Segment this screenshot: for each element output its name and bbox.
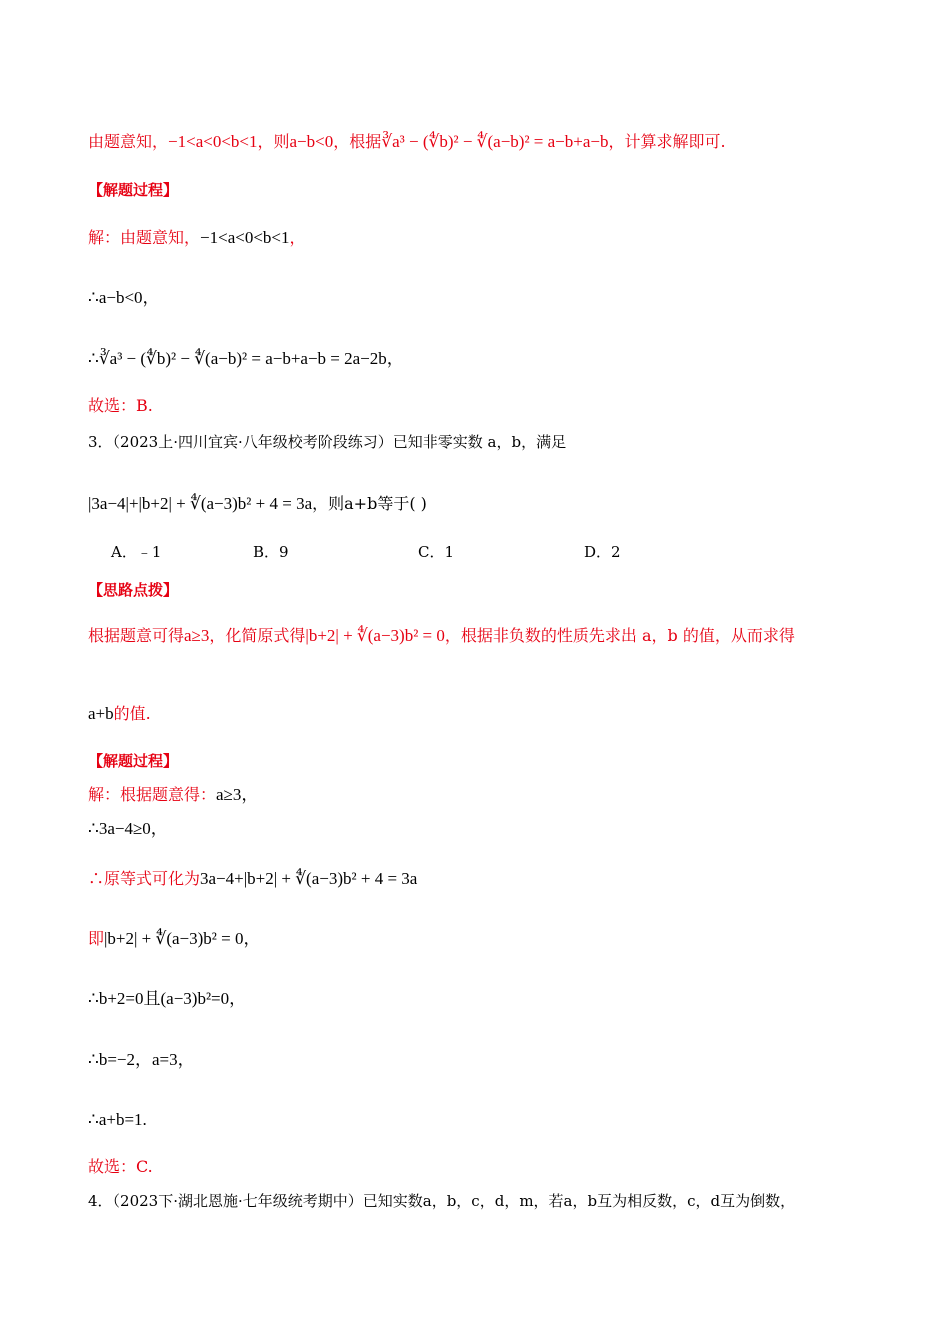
q3-hint-math-2: |b+2| + ∜(a−3)b² = 0: [305, 626, 445, 645]
q2-hint-prefix: 由题意知，: [88, 132, 169, 151]
option-label: A．: [111, 543, 137, 561]
q3-solution-line-5: ∴b+2=0且(a−3)b²=0，: [88, 989, 247, 1008]
q2-hint-line: [88, 130, 860, 154]
q3-option-a[interactable]: [111, 541, 161, 562]
q3-stem-line: [88, 430, 860, 454]
q2-solution-line-2: ∴a−b<0，: [88, 288, 160, 307]
q4-number: 4．: [88, 1192, 113, 1210]
q3-solution-line-3: [88, 867, 860, 891]
option-label: D．: [584, 543, 612, 561]
q2-hint-math-inequality: −1<a<0<b<1: [168, 132, 258, 151]
q2-hint-suffix: ，计算求解即可.: [608, 132, 726, 151]
q3-hint-part-3: ，根据非负数的性质先求出 a，b 的值，从而求得: [444, 626, 795, 645]
q3-solution-line-7: ∴a+b=1.: [88, 1110, 147, 1129]
option-label: C．: [418, 543, 445, 561]
q2-sol-1-suffix: ，: [289, 228, 306, 247]
q3-sol-3-math: 3a−4+|b+2| + ∜(a−3)b² + 4 = 3a: [200, 869, 418, 888]
q2-sol-1-math: −1<a<0<b<1: [200, 228, 290, 247]
q2-hint-math-difference: a−b<0: [289, 132, 334, 151]
q3-sol-1-text: 解：根据题意得：: [88, 785, 217, 804]
q3-hint-part-1: 根据题意可得: [88, 626, 185, 645]
q3-solution-line-2: ∴3a−4≥0，: [88, 819, 168, 838]
q3-option-c[interactable]: [418, 541, 454, 562]
q2-answer: 故选：B.: [88, 396, 153, 415]
option-value: 2: [611, 543, 621, 561]
q2-sol-1-prefix: 解：由题意知，: [88, 228, 201, 247]
q3-solution-line-1: [88, 783, 860, 807]
option-value: 1: [444, 543, 455, 561]
q3-number: 3．: [88, 433, 113, 451]
q3-equation: |3a−4|+|b+2| + ∜(a−3)b² + 4 = 3a: [88, 494, 313, 513]
option-value: ﹣1: [136, 543, 162, 561]
q3-hint-line-2-math: a+b: [88, 704, 114, 723]
q3-hint-line-2: [88, 702, 860, 726]
q3-stem: 已知非零实数 a，b，满足: [392, 433, 567, 451]
q3-option-d[interactable]: [584, 541, 621, 562]
q3-sol-1-math: a≥3，: [216, 785, 259, 804]
q3-solution-heading: 【解题过程】: [88, 752, 179, 770]
q3-hint-math-1: a≥3: [184, 626, 210, 645]
q4-stem: 已知实数a，b，c，d，m，若a，b互为相反数，c，d互为倒数，: [362, 1192, 796, 1210]
q3-solution-line-4: [88, 927, 860, 951]
q3-sol-3-text: ∴原等式可化为: [88, 869, 201, 888]
q3-option-b[interactable]: [253, 541, 289, 562]
q4-source: （2023下·湖北恩施·七年级统考期中）: [112, 1192, 363, 1210]
q3-answer: 故选：C.: [88, 1157, 153, 1176]
option-label: B．: [253, 543, 280, 561]
q3-solution-line-6: ∴b=−2，a=3，: [88, 1050, 195, 1069]
q3-hint-heading: 【思路点拨】: [88, 581, 179, 599]
q2-solution-line-3: ∴∛a³ − (∜b)² − ∜(a−b)² = a−b+a−b = 2a−2b，: [88, 349, 404, 368]
q3-hint-line-2-text: 的值.: [113, 704, 151, 723]
q3-hint-line-1: [88, 624, 860, 648]
q3-equation-line: [88, 492, 860, 516]
q3-hint-part-2: ，化简原式得: [209, 626, 306, 645]
option-value: 9: [279, 543, 289, 561]
q2-hint-then: ，则: [257, 132, 290, 151]
q3-equation-suffix: ，则a+b等于( ): [312, 494, 427, 513]
q3-sol-4-math: |b+2| + ∜(a−3)b² = 0，: [104, 929, 261, 948]
q2-hint-formula: ∛a³ − (∜b)² − ∜(a−b)² = a−b+a−b: [381, 132, 609, 151]
q2-solution-line-1: [88, 226, 860, 250]
q3-options: [0, 541, 950, 565]
q3-sol-4-text: 即: [88, 929, 105, 948]
q3-source: （2023上·四川宜宾·八年级校考阶段练习）: [112, 433, 393, 451]
q2-solution-heading: 【解题过程】: [88, 181, 179, 199]
q4-stem-line: [88, 1189, 860, 1213]
q2-hint-by: ，根据: [333, 132, 382, 151]
